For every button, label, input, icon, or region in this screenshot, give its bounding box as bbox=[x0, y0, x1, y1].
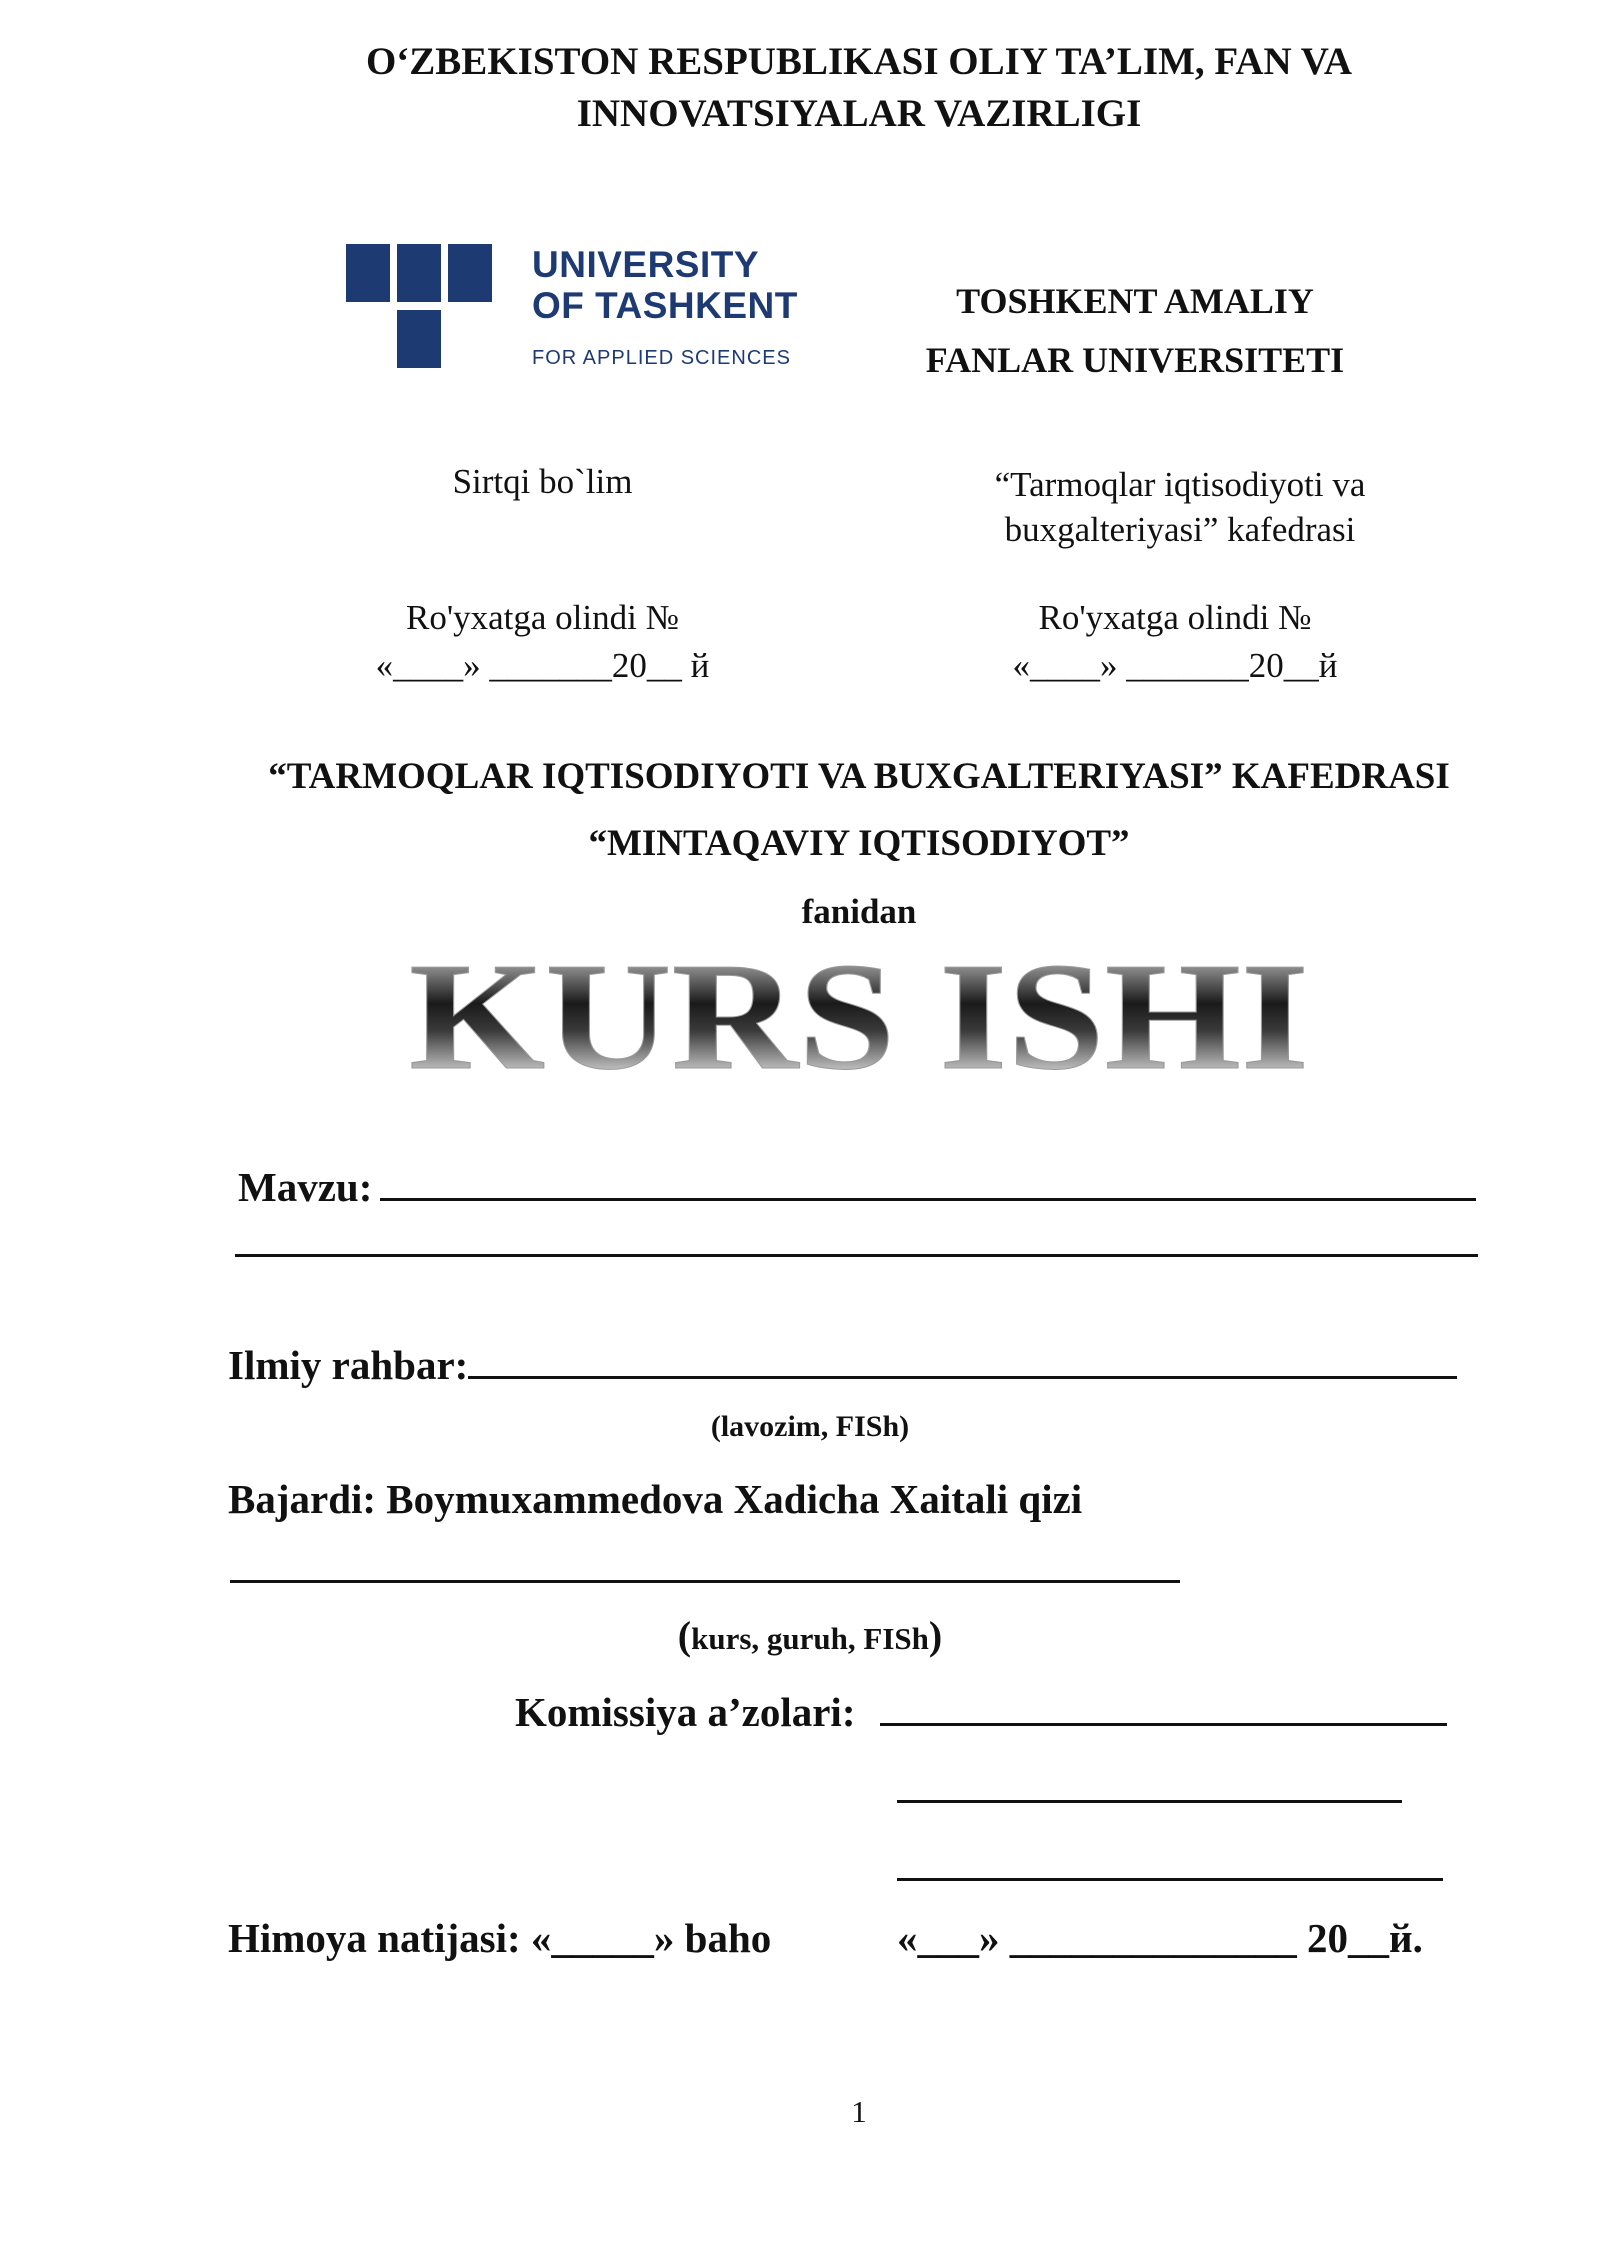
ilmiy-rahbar-line bbox=[468, 1376, 1457, 1379]
mavzu-label: Mavzu: bbox=[238, 1164, 373, 1210]
subject-title: “MINTAQAVIY IQTISODIYOT” bbox=[588, 823, 1130, 864]
himoya-natijasi: Himoya natijasi: «_____» baho bbox=[228, 1915, 772, 1961]
mavzu-line-2 bbox=[235, 1254, 1478, 1257]
registration-right-label: Ro'yxatga olindi № bbox=[1038, 598, 1312, 637]
kurs-guruh-note: (kurs, guruh, FISh) bbox=[677, 1613, 943, 1658]
page-number: 1 bbox=[851, 2094, 867, 2129]
university-name-line-1: TOSHKENT AMALIY bbox=[956, 281, 1314, 321]
himoya-date: «___» ______________ 20__й. bbox=[897, 1915, 1423, 1961]
ilmiy-rahbar-label: Ilmiy rahbar: bbox=[228, 1342, 469, 1388]
registration-left bbox=[300, 594, 785, 690]
komissiya-line-2 bbox=[897, 1800, 1402, 1803]
ministry-line-1: O‘ZBEKISTON RESPUBLIKASI OLIY TA’LIM, FAN VA bbox=[365, 40, 1353, 83]
bajardi-line bbox=[230, 1580, 1180, 1583]
kafedra-title: “TARMOQLAR IQTISODIYOTI VA BUXGALTERIYASI” KAFEDRASI bbox=[268, 756, 1450, 797]
lavozim-note: (lavozim, FISh) bbox=[710, 1410, 910, 1443]
department-left: Sirtqi bo`lim bbox=[452, 462, 633, 501]
ministry-line-2: INNOVATSIYALAR VAZIRLIGI bbox=[576, 92, 1142, 135]
registration-left-date: «____» _______20__ й bbox=[375, 646, 710, 685]
work-title-wordart bbox=[0, 940, 1600, 1080]
university-name bbox=[900, 272, 1370, 390]
ministry-header bbox=[0, 36, 1600, 140]
university-logo bbox=[346, 244, 798, 380]
komissiya-line-3 bbox=[897, 1878, 1443, 1881]
registration-left-label: Ro'yxatga olindi № bbox=[405, 598, 679, 637]
fanidan-label: fanidan bbox=[801, 892, 917, 931]
logo-wordmark: UNIVERSITY OF TASHKENT bbox=[532, 244, 798, 326]
registration-right bbox=[930, 594, 1420, 690]
university-name-line-2: FANLAR UNIVERSITETI bbox=[925, 340, 1345, 380]
registration-right-date: «____» _______20__й bbox=[1012, 646, 1338, 685]
university-logo-mark bbox=[346, 244, 492, 374]
mavzu-line-1 bbox=[380, 1198, 1476, 1201]
komissiya-label: Komissiya a’zolari: bbox=[515, 1689, 856, 1735]
logo-tagline: FOR APPLIED SCIENCES bbox=[532, 347, 791, 369]
komissiya-line-1 bbox=[880, 1723, 1447, 1726]
bajardi-text: Bajardi: Boymuxammedova Xadicha Xaitali qizi bbox=[228, 1476, 1083, 1522]
work-title-text: KURS ISHI bbox=[409, 940, 1309, 1080]
department-right: “Tarmoqlar iqtisodiyoti va buxgalteriyasi” kafedrasi bbox=[994, 465, 1366, 549]
